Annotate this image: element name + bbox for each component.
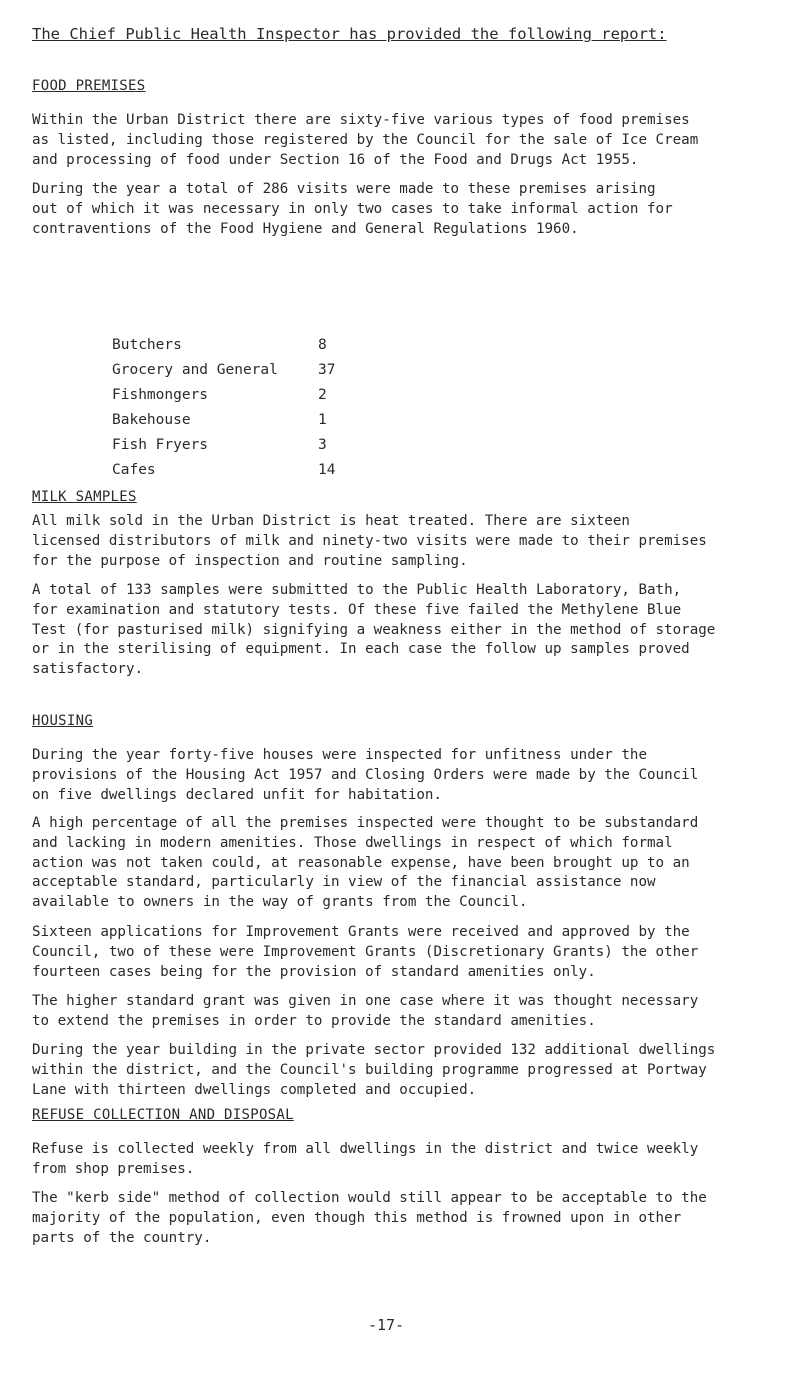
- text-line: on five dwellings declared unfit for habitation.: [32, 786, 442, 803]
- text-line: to extend the premises in order to provide the standard amenities.: [32, 1012, 596, 1029]
- housing-paragraph-2: [32, 814, 782, 913]
- text-line: and lacking in modern amenities. Those dwellings in respect of which formal: [32, 834, 673, 851]
- heading-milk-samples: MILK SAMPLES: [32, 489, 137, 505]
- text-line: contraventions of the Food Hygiene and General Regulations 1960.: [32, 220, 579, 237]
- text-line: A total of 133 samples were submitted to the Public Health Laboratory, Bath,: [32, 582, 682, 598]
- milk-samples-paragraph-2: [32, 581, 782, 680]
- premises-count: 14: [318, 462, 336, 478]
- premises-count: 2: [318, 387, 327, 403]
- premises-count: 1: [318, 412, 327, 428]
- text-line: Sixteen applications for Improvement Grants were received and approved by the: [32, 924, 690, 940]
- text-line: Refuse is collected weekly from all dwellings in the district and twice weekly: [32, 1141, 699, 1157]
- premises-type: Bakehouse: [112, 412, 191, 428]
- text-line: parts of the country.: [32, 1229, 212, 1246]
- premises-type: Grocery and General: [112, 362, 278, 378]
- text-line: for examination and statutory tests. Of these five failed the Methylene Blue: [32, 601, 682, 618]
- refuse-paragraph-1: [32, 1140, 782, 1180]
- text-line: from shop premises.: [32, 1160, 195, 1177]
- housing-paragraph-3: [32, 923, 782, 982]
- text-line: Within the Urban District there are sixty-five various types of food premises: [32, 112, 690, 128]
- text-line: as listed, including those registered by the Council for the sale of Ice Cream: [32, 131, 699, 148]
- text-line: Lane with thirteen dwellings completed and occupied.: [32, 1081, 477, 1098]
- milk-samples-paragraph-1: [32, 512, 782, 571]
- text-line: A high percentage of all the premises inspected were thought to be substandard: [32, 815, 699, 831]
- text-line: fourteen cases being for the provision of standard amenities only.: [32, 963, 596, 980]
- text-line: acceptable standard, particularly in view of the financial assistance now: [32, 874, 656, 891]
- text-line: The higher standard grant was given in one case where it was thought necessary: [32, 993, 699, 1009]
- housing-paragraph-5: [32, 1041, 782, 1100]
- text-line: provisions of the Housing Act 1957 and Closing Orders were made by the Council: [32, 766, 699, 783]
- heading-housing: HOUSING: [32, 713, 94, 729]
- premises-count: 3: [318, 437, 327, 453]
- page-number: -17-: [368, 1316, 405, 1334]
- text-line: out of which it was necessary in only two cases to take informal action for: [32, 200, 673, 217]
- intro-line: The Chief Public Health Inspector has provided the following report:: [32, 25, 667, 43]
- heading-food-premises: FOOD PREMISES: [32, 78, 146, 94]
- table-row: [112, 437, 378, 462]
- text-line: within the district, and the Council's building programme progressed at Portway: [32, 1061, 707, 1078]
- housing-paragraph-1: [32, 746, 782, 805]
- food-premises-paragraph-1: [32, 111, 782, 170]
- premises-type: Fishmongers: [112, 387, 209, 403]
- table-row: [112, 412, 378, 437]
- premises-count: 37: [318, 362, 336, 378]
- text-line: Council, two of these were Improvement Grants (Discretionary Grants) the other: [32, 943, 699, 960]
- housing-paragraph-4: [32, 992, 782, 1032]
- table-row: [112, 337, 378, 362]
- premises-type: Fish Fryers: [112, 437, 209, 453]
- text-line: During the year forty-five houses were inspected for unfitness under the: [32, 747, 647, 763]
- text-line: During the year building in the private sector provided 132 additional dwellings: [32, 1042, 716, 1058]
- table-row: [112, 362, 378, 387]
- text-line: available to owners in the way of grants from the Council.: [32, 894, 528, 911]
- refuse-paragraph-2: [32, 1189, 782, 1248]
- premises-type: Cafes: [112, 462, 156, 478]
- text-line: action was not taken could, at reasonable expense, have been brought up to an: [32, 854, 690, 871]
- text-line: licensed distributors of milk and ninety-two visits were made to their premises: [32, 532, 707, 549]
- text-line: During the year a total of 286 visits were made to these premises arising: [32, 181, 656, 197]
- food-premises-paragraph-2: [32, 180, 782, 239]
- text-line: Test (for pasturised milk) signifying a weakness either in the method of storage: [32, 621, 716, 638]
- text-line: majority of the population, even though this method is frowned upon in other: [32, 1209, 682, 1226]
- food-premises-table: [112, 337, 378, 487]
- heading-refuse-collection: REFUSE COLLECTION AND DISPOSAL: [32, 1107, 294, 1123]
- table-row: [112, 387, 378, 412]
- premises-count: 8: [318, 337, 327, 353]
- text-line: for the purpose of inspection and routine sampling.: [32, 552, 468, 569]
- text-line: or in the sterilising of equipment. In each case the follow up samples proved: [32, 641, 690, 658]
- premises-type: Butchers: [112, 337, 182, 353]
- text-line: All milk sold in the Urban District is heat treated. There are sixteen: [32, 513, 630, 529]
- text-line: The "kerb side" method of collection would still appear to be acceptable to the: [32, 1190, 707, 1206]
- text-line: satisfactory.: [32, 661, 144, 678]
- text-line: and processing of food under Section 16 of the Food and Drugs Act 1955.: [32, 151, 639, 168]
- table-row: [112, 462, 378, 487]
